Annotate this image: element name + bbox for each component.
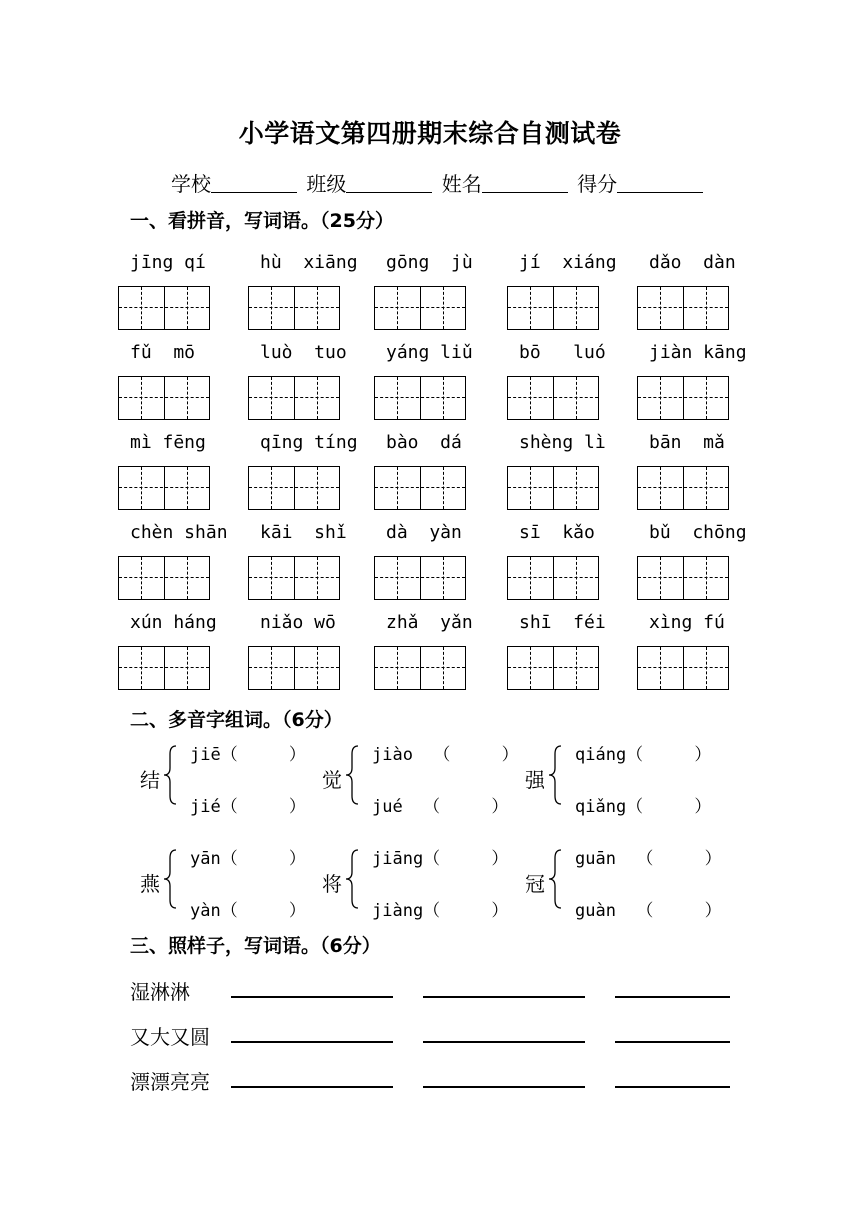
class-label: 班级: [306, 172, 347, 196]
writing-box[interactable]: [637, 646, 729, 690]
brace-icon: [162, 848, 178, 910]
answer-line[interactable]: [615, 1086, 730, 1088]
score-field[interactable]: [617, 174, 703, 193]
section2-heading: 二、多音字组词。（6分）: [130, 709, 343, 731]
reading-blank[interactable]: jiē（ ）: [190, 745, 306, 765]
pinyin-label: sī kǎo: [519, 522, 595, 543]
pinyin-label: xún háng: [130, 612, 217, 633]
writing-box[interactable]: [248, 466, 340, 510]
pinyin-label: hù xiāng: [260, 252, 358, 273]
writing-box[interactable]: [374, 286, 466, 330]
answer-line[interactable]: [423, 996, 585, 998]
pinyin-label: bào dá: [386, 432, 462, 453]
pinyin-label: xìng fú: [649, 612, 725, 633]
reading-blank[interactable]: qiáng（ ）: [575, 745, 712, 765]
pinyin-label: mì fēng: [130, 432, 206, 453]
reading-blank[interactable]: qiǎng（ ）: [575, 797, 712, 817]
brace-icon: [547, 848, 563, 910]
writing-box[interactable]: [507, 376, 599, 420]
reading-blank[interactable]: jué （ ）: [372, 797, 509, 817]
writing-box[interactable]: [248, 646, 340, 690]
polyphone-char: 觉: [322, 768, 342, 792]
answer-line[interactable]: [231, 1041, 393, 1043]
pinyin-label: bǔ chōng: [649, 522, 747, 543]
writing-box[interactable]: [118, 646, 210, 690]
pattern-word: 又大又圆: [130, 1025, 210, 1049]
pinyin-label: jīng qí: [130, 252, 206, 273]
pinyin-label: dà yàn: [386, 522, 462, 543]
writing-box[interactable]: [374, 466, 466, 510]
pattern-word: 漂漂亮亮: [130, 1070, 210, 1094]
answer-line[interactable]: [231, 1086, 393, 1088]
reading-blank[interactable]: guān （ ）: [575, 849, 722, 869]
pinyin-label: qīng tíng: [260, 432, 358, 453]
brace-icon: [162, 744, 178, 806]
reading-blank[interactable]: yān（ ）: [190, 849, 306, 869]
pinyin-label: bān mǎ: [649, 432, 725, 453]
reading-blank[interactable]: jiào （ ）: [372, 745, 519, 765]
reading-blank[interactable]: jié（ ）: [190, 797, 306, 817]
writing-box[interactable]: [118, 376, 210, 420]
section3-heading: 三、照样子，写词语。（6分）: [130, 935, 381, 957]
writing-box[interactable]: [248, 376, 340, 420]
score-label: 得分: [577, 172, 618, 196]
polyphone-char: 将: [322, 872, 342, 896]
writing-box[interactable]: [507, 646, 599, 690]
pinyin-label: shèng lì: [519, 432, 606, 453]
polyphone-char: 结: [140, 768, 160, 792]
name-field[interactable]: [482, 174, 568, 193]
pinyin-label: jí xiáng: [519, 252, 617, 273]
pattern-word: 湿淋淋: [130, 980, 190, 1004]
class-field[interactable]: [346, 174, 432, 193]
writing-box[interactable]: [637, 286, 729, 330]
writing-box[interactable]: [248, 286, 340, 330]
pinyin-label: kāi shǐ: [260, 522, 347, 543]
pinyin-label: shī féi: [519, 612, 606, 633]
writing-box[interactable]: [637, 556, 729, 600]
answer-line[interactable]: [423, 1041, 585, 1043]
school-label: 学校: [171, 172, 211, 196]
writing-box[interactable]: [374, 556, 466, 600]
writing-box[interactable]: [118, 286, 210, 330]
answer-line[interactable]: [615, 1041, 730, 1043]
answer-line[interactable]: [231, 996, 393, 998]
brace-icon: [344, 744, 360, 806]
reading-blank[interactable]: jiàng（ ）: [372, 901, 509, 921]
answer-line[interactable]: [423, 1086, 585, 1088]
brace-icon: [547, 744, 563, 806]
pinyin-label: dǎo dàn: [649, 252, 736, 273]
name-label: 姓名: [441, 172, 482, 196]
pinyin-label: jiàn kāng: [649, 342, 747, 363]
writing-box[interactable]: [374, 646, 466, 690]
writing-box[interactable]: [248, 556, 340, 600]
polyphone-char: 冠: [525, 872, 545, 896]
pinyin-label: bō luó: [519, 342, 606, 363]
reading-blank[interactable]: guàn （ ）: [575, 901, 722, 921]
answer-line[interactable]: [615, 996, 730, 998]
polyphone-char: 燕: [140, 872, 160, 896]
section1-heading: 一、看拼音，写词语。（25分）: [130, 210, 394, 232]
pinyin-label: niǎo wō: [260, 612, 336, 633]
writing-box[interactable]: [637, 376, 729, 420]
pinyin-label: zhǎ yǎn: [386, 612, 473, 633]
pinyin-label: chèn shān: [130, 522, 228, 543]
writing-box[interactable]: [118, 466, 210, 510]
writing-box[interactable]: [507, 556, 599, 600]
brace-icon: [344, 848, 360, 910]
reading-blank[interactable]: yàn（ ）: [190, 901, 306, 921]
writing-box[interactable]: [507, 286, 599, 330]
pinyin-label: gōng jù: [386, 252, 473, 273]
student-info-line: [171, 168, 706, 197]
page-title: 小学语文第四册期末综合自测试卷: [238, 119, 622, 148]
writing-box[interactable]: [637, 466, 729, 510]
pinyin-label: fǔ mō: [130, 342, 196, 363]
pinyin-label: luò tuo: [260, 342, 347, 363]
pinyin-label: yáng liǔ: [386, 342, 473, 363]
writing-box[interactable]: [118, 556, 210, 600]
school-field[interactable]: [211, 174, 297, 193]
writing-box[interactable]: [507, 466, 599, 510]
reading-blank[interactable]: jiāng（ ）: [372, 849, 509, 869]
polyphone-char: 强: [525, 768, 545, 792]
writing-box[interactable]: [374, 376, 466, 420]
